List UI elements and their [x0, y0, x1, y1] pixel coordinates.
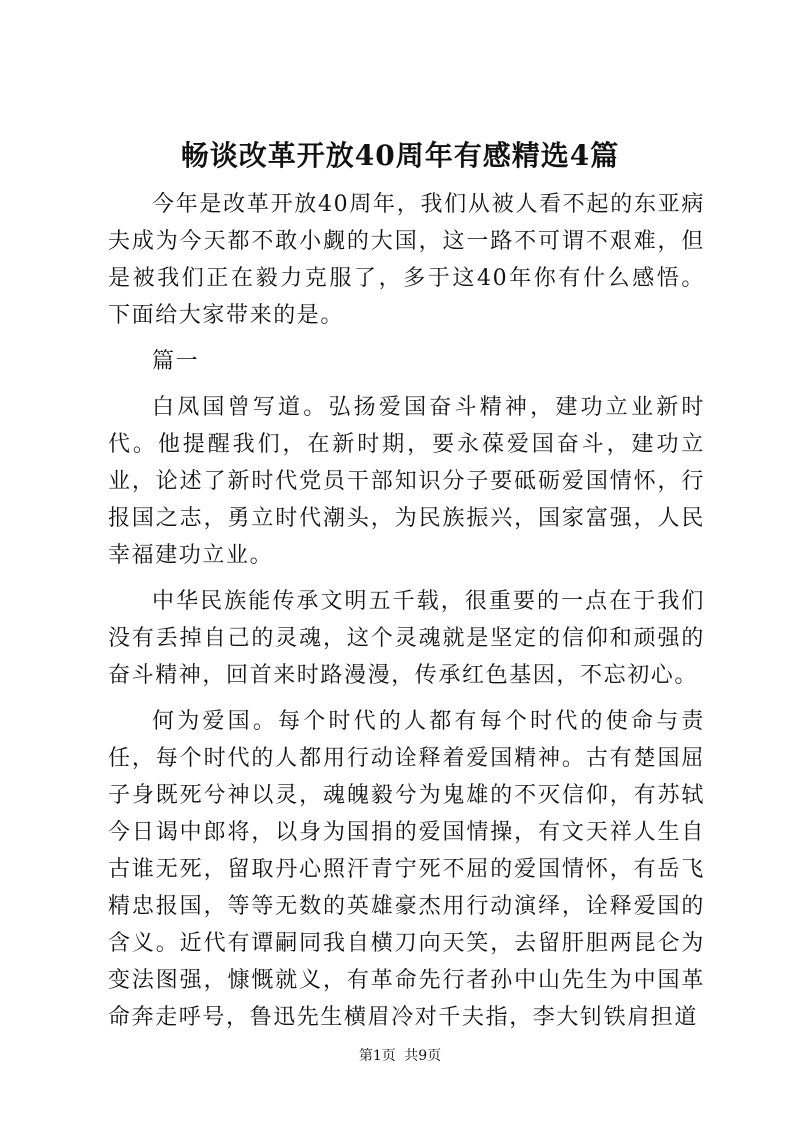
section-heading: 篇一 [152, 349, 200, 374]
page-title: 畅谈改革开放40周年有感精选4篇 [180, 139, 620, 172]
paragraph: 何为爱国。每个时代的人都有每个时代的使命与责任，每个时代的人都用行动诠释着爱国精神。古有楚国屈子身既死兮神以灵，魂魄毅兮为鬼雄的不灭信仰，有苏轼今日谒中郎将，以身为国捐的爱国情操，有文天祥人生自古谁无死，留取丹心照汗青宁死不屈的爱国情怀，有岳飞精忠报国，等等无数的英雄豪杰用行动演绎，诠释爱国的含义。近代有谭嗣同我自横刀向天笑，去留肝胆两昆仑为变法图强，慷慨就义，有革命先行者孙中山先生为中国革命奔走呼号，鲁迅先生横眉冷对千夫指，李大钊铁肩担道 [108, 709, 705, 1030]
document-body [108, 186, 705, 1045]
page-footer [0, 1046, 800, 1066]
paragraph: 中华民族能传承文明五千载，很重要的一点在于我们没有丢掉自己的灵魂，这个灵魂就是坚定的信仰和顽强的奋斗精神，回首来时路漫漫，传承红色基因，不忘初心。 [108, 589, 705, 688]
page-total: 共9页 [404, 1048, 442, 1064]
paragraph: 白凤国曾写道。弘扬爱国奋斗精神，建功立业新时代。他提醒我们，在新时期，要永葆爱国奋斗，建功立业，论述了新时代党员干部知识分子要砥砺爱国情怀，行报国之志，勇立时代潮头，为民族振兴，国家富强，人民幸福建功立业。 [108, 395, 705, 568]
page-number: 第1页 [358, 1048, 396, 1064]
paragraph-intro: 今年是改革开放40周年，我们从被人看不起的东亚病夫成为今天都不敢小觑的大国，这一路不可谓不艰难，但是被我们正在毅力克服了，多于这40年你有什么感悟。下面给大家带来的是。 [108, 192, 705, 328]
